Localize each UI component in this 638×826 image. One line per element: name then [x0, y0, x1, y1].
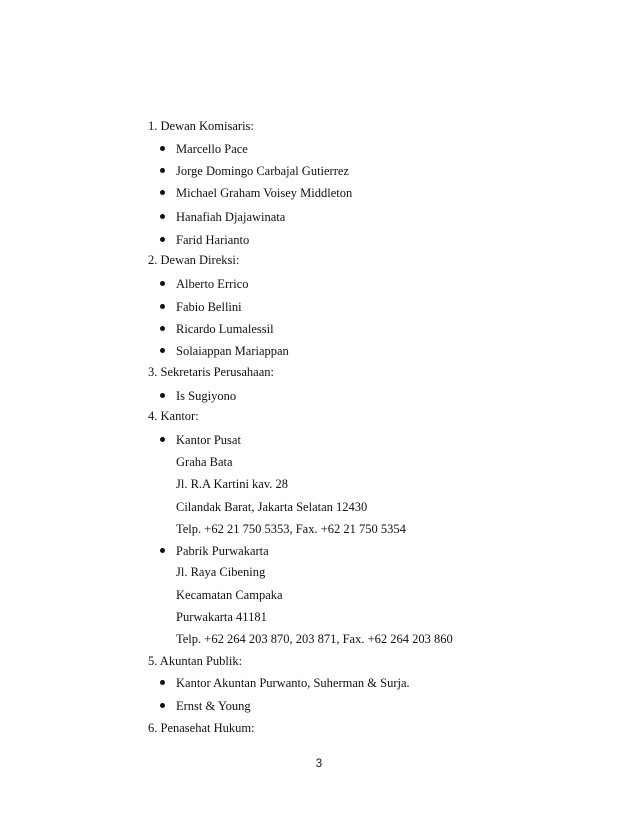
- bullet-icon: [160, 326, 165, 331]
- list-item: Kantor Akuntan Purwanto, Suherman & Surja.: [176, 676, 410, 690]
- list-item: Is Sugiyono: [176, 389, 237, 403]
- list-item: Hanafiah Djajawinata: [176, 210, 286, 224]
- office-address-line: Cilandak Barat, Jakarta Selatan 12430: [176, 500, 368, 514]
- list-item: Farid Harianto: [176, 233, 250, 247]
- bullet-icon: [160, 281, 165, 286]
- list-item: Jorge Domingo Carbajal Gutierrez: [176, 164, 349, 178]
- office-phone-line: Telp. +62 264 203 870, 203 871, Fax. +62 264 203 860: [176, 632, 453, 646]
- bullet-icon: [160, 146, 165, 151]
- list-item: Ricardo Lumalessil: [176, 322, 274, 336]
- list-item: Marcello Pace: [176, 142, 248, 156]
- section-heading-dewan-komisaris: 1. Dewan Komisaris:: [148, 119, 254, 133]
- office-phone-line: Telp. +62 21 750 5353, Fax. +62 21 750 5354: [176, 522, 406, 536]
- office-address-line: Jl. R.A Kartini kav. 28: [176, 477, 289, 491]
- list-item: Fabio Bellini: [176, 300, 242, 314]
- bullet-icon: [160, 237, 165, 242]
- list-item: Ernst & Young: [176, 699, 251, 713]
- bullet-icon: [160, 190, 165, 195]
- bullet-icon: [160, 703, 165, 708]
- bullet-icon: [160, 393, 165, 398]
- section-heading-penasehat-hukum: 6. Penasehat Hukum:: [148, 721, 255, 735]
- office-address-line: Kecamatan Campaka: [176, 588, 283, 602]
- bullet-icon: [160, 680, 165, 685]
- office-address-line: Graha Bata: [176, 455, 233, 469]
- office-address-line: Purwakarta 41181: [176, 610, 267, 624]
- list-item: Solaiappan Mariappan: [176, 344, 289, 358]
- bullet-icon: [160, 214, 165, 219]
- bullet-icon: [160, 348, 165, 353]
- office-name: Kantor Pusat: [176, 433, 241, 447]
- bullet-icon: [160, 168, 165, 173]
- list-item: Alberto Errico: [176, 277, 249, 291]
- office-address-line: Jl. Raya Cibening: [176, 565, 266, 579]
- page-number: 3: [315, 758, 323, 770]
- list-item: Michael Graham Voisey Middleton: [176, 186, 353, 200]
- section-heading-dewan-direksi: 2. Dewan Direksi:: [148, 253, 240, 267]
- section-heading-akuntan-publik: 5. Akuntan Publik:: [148, 654, 243, 668]
- bullet-icon: [160, 548, 165, 553]
- section-heading-sekretaris-perusahaan: 3. Sekretaris Perusahaan:: [148, 365, 275, 379]
- office-name: Pabrik Purwakarta: [176, 544, 269, 558]
- section-heading-kantor: 4. Kantor:: [148, 409, 199, 423]
- bullet-icon: [160, 437, 165, 442]
- bullet-icon: [160, 304, 165, 309]
